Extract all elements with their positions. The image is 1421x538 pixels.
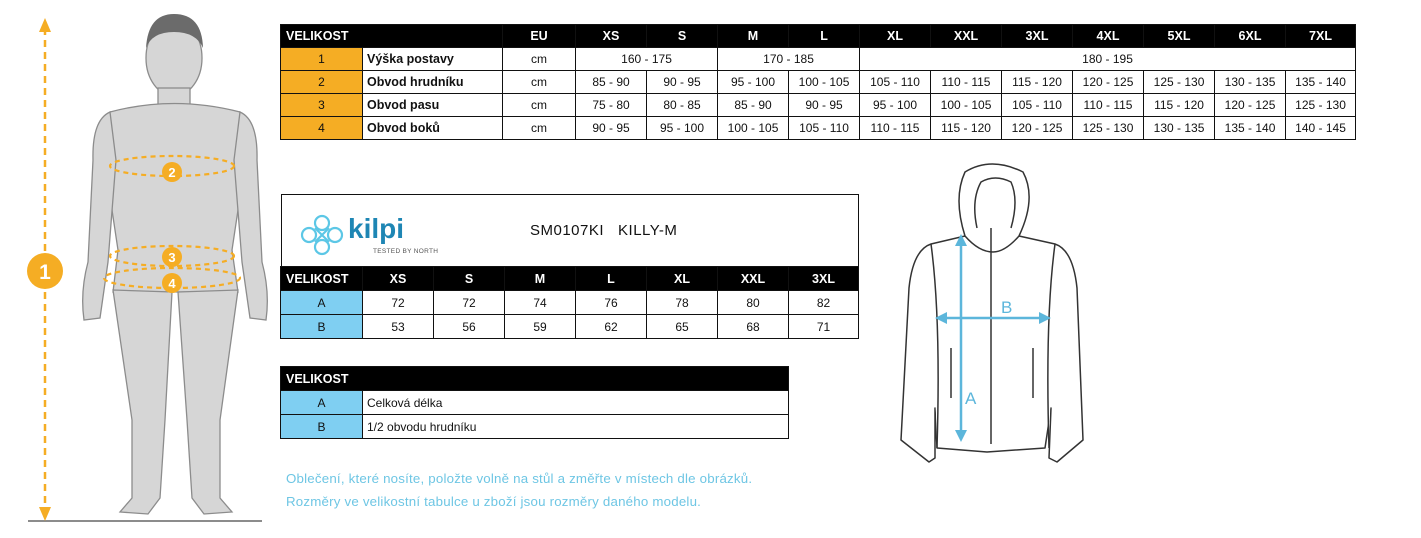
table-cell: 56 <box>434 315 505 339</box>
table-row <box>281 71 1356 94</box>
brand-wordmark: kilpi <box>348 213 405 244</box>
header-l: L <box>576 267 647 291</box>
table-cell: 125 - 130 <box>1144 71 1215 94</box>
marker-1-label: 1 <box>39 261 51 284</box>
table-cell: 105 - 110 <box>860 71 931 94</box>
table-cell: 120 - 125 <box>1073 71 1144 94</box>
table-cell: 95 - 100 <box>718 71 789 94</box>
table-cell: 130 - 135 <box>1144 117 1215 140</box>
header-s: S <box>434 267 505 291</box>
table-cell: 130 - 135 <box>1215 71 1286 94</box>
header-3xl: 3XL <box>1002 25 1073 48</box>
row-label: Obvod hrudníku <box>363 71 503 94</box>
table-row <box>281 315 859 339</box>
jacket-illustration <box>895 158 1095 468</box>
measuring-note <box>286 467 752 513</box>
table-cell: 110 - 115 <box>860 117 931 140</box>
table-row <box>281 391 789 415</box>
size-chart-header <box>281 25 1356 48</box>
kilpi-logo-icon <box>298 212 346 258</box>
table-cell: 78 <box>647 291 718 315</box>
table-cell: 71 <box>789 315 859 339</box>
table-cell: 53 <box>363 315 434 339</box>
size-chart-table <box>280 24 1356 140</box>
table-cell: 100 - 105 <box>931 94 1002 117</box>
table-cell: 95 - 100 <box>647 117 718 140</box>
header-xs: XS <box>363 267 434 291</box>
header-5xl: 5XL <box>1144 25 1215 48</box>
row-key: B <box>281 415 363 439</box>
header-size: VELIKOST <box>281 267 363 291</box>
note-line-2: Rozměry ve velikostní tabulce u zboží jsou rozměry daného modelu. <box>286 494 702 509</box>
header-xl: XL <box>647 267 718 291</box>
model-code: SM0107KI KILLY-M <box>530 222 678 239</box>
table-cell: 72 <box>363 291 434 315</box>
jacket-label-b: B <box>1001 298 1013 317</box>
row-number: 4 <box>281 117 363 140</box>
header-xxl: XXL <box>931 25 1002 48</box>
row-key: A <box>281 391 363 415</box>
table-cell: 74 <box>505 291 576 315</box>
table-cell: 80 <box>718 291 789 315</box>
table-cell: 76 <box>576 291 647 315</box>
table-row <box>281 94 1356 117</box>
table-cell: 180 - 195 <box>860 48 1356 71</box>
body-figure <box>0 0 270 538</box>
table-cell: 62 <box>576 315 647 339</box>
table-cell: 90 - 95 <box>647 71 718 94</box>
table-cell: 105 - 110 <box>1002 94 1073 117</box>
table-cell: 140 - 145 <box>1286 117 1356 140</box>
table-cell: 100 - 105 <box>718 117 789 140</box>
header-eu: EU <box>503 25 576 48</box>
header-xs: XS <box>576 25 647 48</box>
legend-header <box>281 367 789 391</box>
table-cell: 115 - 120 <box>1144 94 1215 117</box>
table-row <box>281 48 1356 71</box>
header-3xl: 3XL <box>789 267 859 291</box>
table-cell: 75 - 80 <box>576 94 647 117</box>
note-line-1: Oblečení, které nosíte, položte volně na stůl a změřte v místech dle obrázků. <box>286 471 753 486</box>
table-cell: 85 - 90 <box>718 94 789 117</box>
header-4xl: 4XL <box>1073 25 1144 48</box>
jacket-label-a: A <box>965 389 977 408</box>
row-unit: cm <box>503 71 576 94</box>
table-cell: 85 - 90 <box>576 71 647 94</box>
model-table-header <box>281 267 859 291</box>
row-key: A <box>281 291 363 315</box>
marker-3-label: 3 <box>168 250 176 265</box>
table-cell: 115 - 120 <box>931 117 1002 140</box>
row-number: 1 <box>281 48 363 71</box>
table-cell: 82 <box>789 291 859 315</box>
table-cell: 125 - 130 <box>1286 94 1356 117</box>
row-number: 2 <box>281 71 363 94</box>
table-cell: 125 - 130 <box>1073 117 1144 140</box>
row-number: 3 <box>281 94 363 117</box>
table-cell: 135 - 140 <box>1286 71 1356 94</box>
header-xxl: XXL <box>718 267 789 291</box>
row-unit: cm <box>503 117 576 140</box>
table-cell: 135 - 140 <box>1215 117 1286 140</box>
table-cell: 170 - 185 <box>718 48 860 71</box>
row-unit: cm <box>503 94 576 117</box>
header-s: S <box>647 25 718 48</box>
row-unit: cm <box>503 48 576 71</box>
table-cell: 110 - 115 <box>1073 94 1144 117</box>
header-6xl: 6XL <box>1215 25 1286 48</box>
legend-title: VELIKOST <box>281 367 789 391</box>
table-cell: 90 - 95 <box>576 117 647 140</box>
table-cell: 65 <box>647 315 718 339</box>
table-cell: 110 - 115 <box>931 71 1002 94</box>
header-m: M <box>718 25 789 48</box>
table-cell: 160 - 175 <box>576 48 718 71</box>
table-row <box>281 117 1356 140</box>
legend-description: Celková délka <box>363 391 789 415</box>
header-xl: XL <box>860 25 931 48</box>
table-cell: 105 - 110 <box>789 117 860 140</box>
table-cell: 120 - 125 <box>1215 94 1286 117</box>
legend-description: 1/2 obvodu hrudníku <box>363 415 789 439</box>
header-m: M <box>505 267 576 291</box>
table-cell: 80 - 85 <box>647 94 718 117</box>
row-label: Obvod boků <box>363 117 503 140</box>
table-cell: 95 - 100 <box>860 94 931 117</box>
table-cell: 120 - 125 <box>1002 117 1073 140</box>
legend-table <box>280 366 789 439</box>
row-label: Výška postavy <box>363 48 503 71</box>
model-size-table <box>280 266 859 339</box>
row-label: Obvod pasu <box>363 94 503 117</box>
header-l: L <box>789 25 860 48</box>
brand-tagline: TESTED BY NORTH <box>373 248 439 255</box>
marker-4-label: 4 <box>168 276 176 291</box>
header-7xl: 7XL <box>1286 25 1356 48</box>
header-size: VELIKOST <box>281 25 503 48</box>
table-row <box>281 291 859 315</box>
marker-2-label: 2 <box>168 165 176 180</box>
table-cell: 100 - 105 <box>789 71 860 94</box>
table-cell: 115 - 120 <box>1002 71 1073 94</box>
table-cell: 90 - 95 <box>789 94 860 117</box>
row-key: B <box>281 315 363 339</box>
table-cell: 72 <box>434 291 505 315</box>
table-row <box>281 415 789 439</box>
table-cell: 59 <box>505 315 576 339</box>
table-cell: 68 <box>718 315 789 339</box>
